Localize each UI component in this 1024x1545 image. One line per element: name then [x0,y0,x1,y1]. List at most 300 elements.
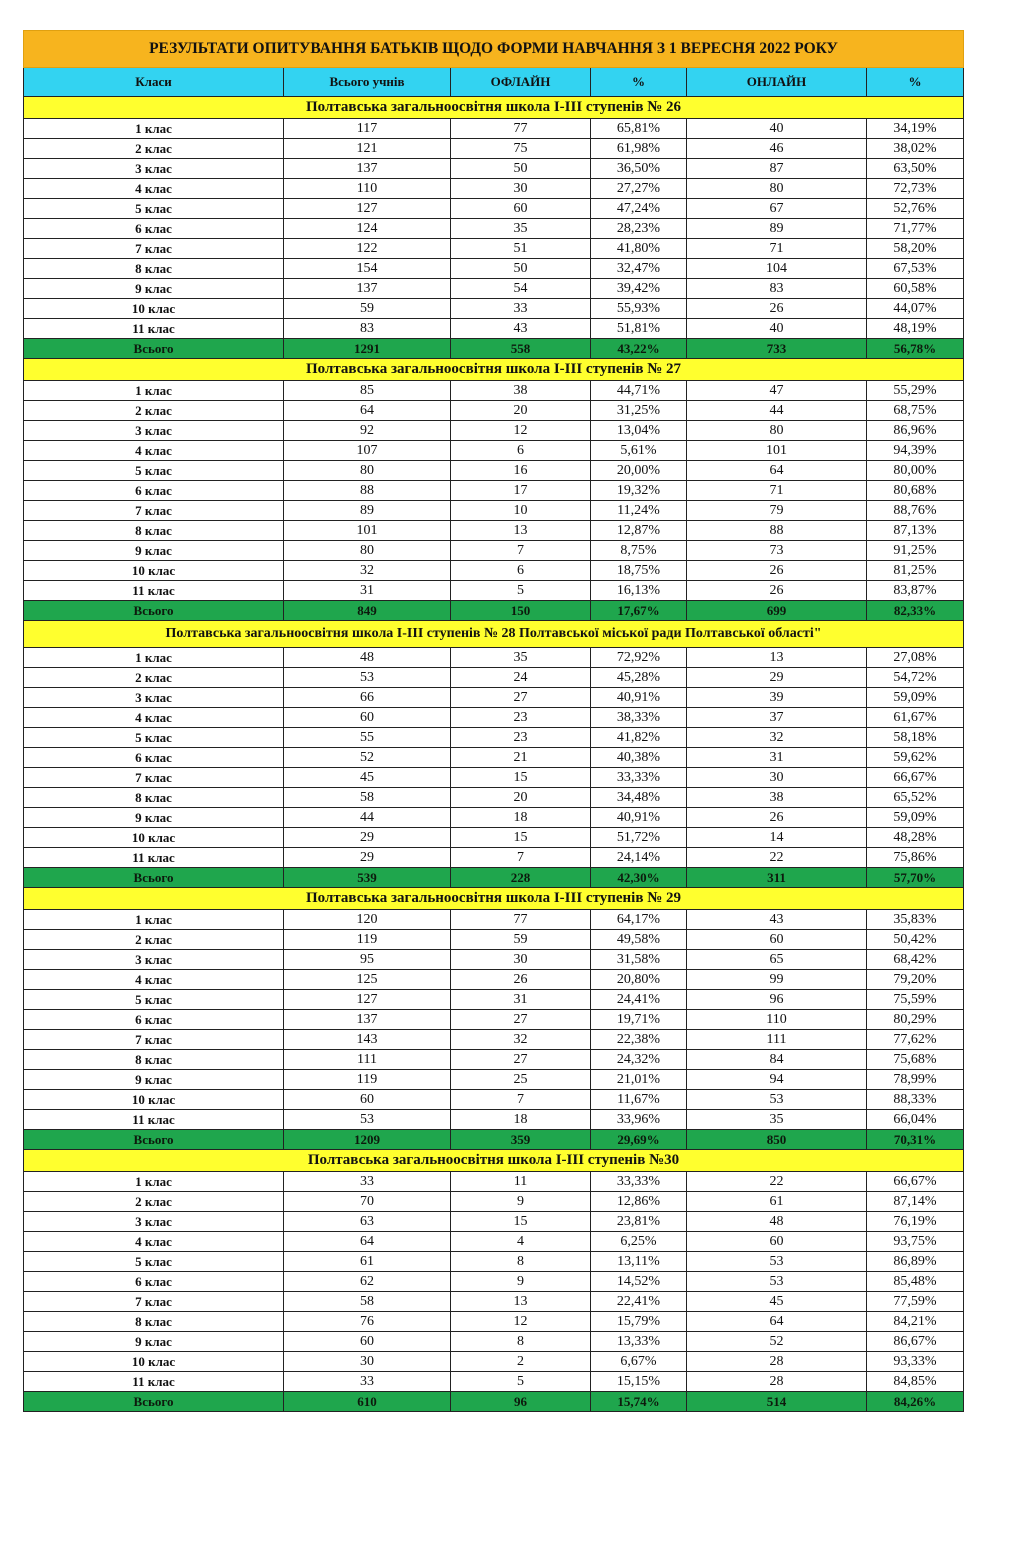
offline-percent-cell: 15,79% [591,1312,687,1332]
offline-percent-cell: 27,27% [591,179,687,199]
online-percent-cell: 71,77% [867,219,964,239]
offline-percent-cell: 33,33% [591,768,687,788]
online-cell: 47 [687,381,867,401]
offline-cell: 6 [451,561,591,581]
total-total-cell: 1209 [284,1130,451,1150]
class-cell: 10 клас [24,299,284,319]
table-row [24,1312,964,1332]
online-cell: 104 [687,259,867,279]
offline-percent-cell: 24,41% [591,990,687,1010]
online-percent-cell: 66,67% [867,768,964,788]
online-cell: 80 [687,421,867,441]
class-cell: 1 клас [24,119,284,139]
class-cell: 8 клас [24,259,284,279]
offline-percent-cell: 8,75% [591,541,687,561]
class-cell: 9 клас [24,541,284,561]
survey-results-table [23,30,964,1412]
total-online-percent-cell: 57,70% [867,868,964,888]
class-cell: 1 клас [24,381,284,401]
class-cell: 1 клас [24,1172,284,1192]
class-cell: 7 клас [24,239,284,259]
offline-percent-cell: 22,38% [591,1030,687,1050]
total-cell: 33 [284,1372,451,1392]
offline-percent-cell: 51,81% [591,319,687,339]
table-row [24,668,964,688]
offline-percent-cell: 24,14% [591,848,687,868]
online-cell: 45 [687,1292,867,1312]
online-cell: 26 [687,581,867,601]
offline-cell: 9 [451,1272,591,1292]
table-row [24,1252,964,1272]
offline-cell: 11 [451,1172,591,1192]
offline-cell: 4 [451,1232,591,1252]
offline-percent-cell: 31,25% [591,401,687,421]
class-cell: 4 клас [24,970,284,990]
offline-cell: 38 [451,381,591,401]
total-total-cell: 849 [284,601,451,621]
total-cell: 32 [284,561,451,581]
online-cell: 28 [687,1372,867,1392]
class-cell: 3 клас [24,1212,284,1232]
offline-percent-cell: 12,86% [591,1192,687,1212]
online-percent-cell: 75,68% [867,1050,964,1070]
online-cell: 38 [687,788,867,808]
total-cell: 53 [284,1110,451,1130]
total-cell: 63 [284,1212,451,1232]
offline-percent-cell: 18,75% [591,561,687,581]
offline-cell: 13 [451,1292,591,1312]
offline-percent-cell: 32,47% [591,259,687,279]
online-percent-cell: 94,39% [867,441,964,461]
online-percent-cell: 68,42% [867,950,964,970]
total-online-cell: 850 [687,1130,867,1150]
total-cell: 80 [284,461,451,481]
table-row [24,930,964,950]
online-percent-cell: 91,25% [867,541,964,561]
total-cell: 121 [284,139,451,159]
class-cell: 4 клас [24,179,284,199]
class-cell: 6 клас [24,481,284,501]
online-percent-cell: 83,87% [867,581,964,601]
total-total-cell: 610 [284,1392,451,1412]
total-class-cell: Всього [24,339,284,359]
table-row [24,279,964,299]
class-cell: 3 клас [24,421,284,441]
offline-cell: 16 [451,461,591,481]
online-percent-cell: 58,20% [867,239,964,259]
online-cell: 39 [687,688,867,708]
online-cell: 13 [687,648,867,668]
offline-cell: 7 [451,1090,591,1110]
total-online-percent-cell: 84,26% [867,1392,964,1412]
class-cell: 6 клас [24,748,284,768]
table-row [24,1192,964,1212]
header-total-students: Всього учнів [284,68,451,97]
online-cell: 44 [687,401,867,421]
online-percent-cell: 60,58% [867,279,964,299]
offline-percent-cell: 33,33% [591,1172,687,1192]
table-row [24,788,964,808]
table-row [24,159,964,179]
class-cell: 2 клас [24,668,284,688]
table-row [24,1352,964,1372]
total-offline-cell: 359 [451,1130,591,1150]
total-cell: 122 [284,239,451,259]
class-cell: 9 клас [24,1070,284,1090]
school-header-row [24,97,964,119]
offline-cell: 18 [451,808,591,828]
header-online-percent: % [867,68,964,97]
online-percent-cell: 65,52% [867,788,964,808]
total-offline-percent-cell: 42,30% [591,868,687,888]
online-percent-cell: 77,62% [867,1030,964,1050]
online-percent-cell: 66,04% [867,1110,964,1130]
offline-cell: 21 [451,748,591,768]
online-percent-cell: 48,28% [867,828,964,848]
class-cell: 5 клас [24,728,284,748]
online-cell: 101 [687,441,867,461]
online-cell: 80 [687,179,867,199]
offline-cell: 43 [451,319,591,339]
total-online-cell: 311 [687,868,867,888]
online-cell: 64 [687,461,867,481]
total-cell: 53 [284,668,451,688]
offline-cell: 59 [451,930,591,950]
total-online-cell: 699 [687,601,867,621]
online-cell: 29 [687,668,867,688]
offline-percent-cell: 20,80% [591,970,687,990]
table-row [24,1172,964,1192]
online-cell: 60 [687,930,867,950]
table-row [24,299,964,319]
offline-percent-cell: 34,48% [591,788,687,808]
offline-percent-cell: 22,41% [591,1292,687,1312]
offline-cell: 30 [451,179,591,199]
offline-cell: 6 [451,441,591,461]
table-row [24,1232,964,1252]
offline-percent-cell: 19,71% [591,1010,687,1030]
online-cell: 30 [687,768,867,788]
offline-percent-cell: 13,33% [591,1332,687,1352]
total-cell: 127 [284,199,451,219]
total-cell: 124 [284,219,451,239]
online-percent-cell: 85,48% [867,1272,964,1292]
class-cell: 9 клас [24,1332,284,1352]
table-row [24,199,964,219]
offline-percent-cell: 65,81% [591,119,687,139]
total-cell: 143 [284,1030,451,1050]
table-row [24,1212,964,1232]
total-cell: 120 [284,910,451,930]
total-class-cell: Всього [24,601,284,621]
online-cell: 71 [687,481,867,501]
total-row [24,1392,964,1412]
total-cell: 60 [284,708,451,728]
online-percent-cell: 54,72% [867,668,964,688]
offline-percent-cell: 40,38% [591,748,687,768]
header-row [24,68,964,97]
table-row [24,848,964,868]
total-cell: 88 [284,481,451,501]
table-row [24,481,964,501]
offline-percent-cell: 61,98% [591,139,687,159]
total-cell: 62 [284,1272,451,1292]
online-cell: 53 [687,1090,867,1110]
total-cell: 29 [284,848,451,868]
online-percent-cell: 84,85% [867,1372,964,1392]
table-row [24,1272,964,1292]
class-cell: 11 клас [24,848,284,868]
table-row [24,1110,964,1130]
offline-percent-cell: 31,58% [591,950,687,970]
total-class-cell: Всього [24,1392,284,1412]
online-cell: 26 [687,808,867,828]
total-offline-percent-cell: 15,74% [591,1392,687,1412]
online-cell: 52 [687,1332,867,1352]
class-cell: 4 клас [24,1232,284,1252]
online-percent-cell: 80,29% [867,1010,964,1030]
online-cell: 32 [687,728,867,748]
header-offline-percent: % [591,68,687,97]
online-percent-cell: 78,99% [867,1070,964,1090]
class-cell: 5 клас [24,1252,284,1272]
offline-cell: 17 [451,481,591,501]
total-online-percent-cell: 56,78% [867,339,964,359]
offline-cell: 35 [451,648,591,668]
table-row [24,1090,964,1110]
class-cell: 8 клас [24,1050,284,1070]
total-cell: 60 [284,1332,451,1352]
online-cell: 65 [687,950,867,970]
class-cell: 9 клас [24,279,284,299]
online-cell: 53 [687,1252,867,1272]
table-row [24,768,964,788]
table-row [24,1070,964,1090]
total-class-cell: Всього [24,1130,284,1150]
class-cell: 10 клас [24,828,284,848]
report-title: РЕЗУЛЬТАТИ ОПИТУВАННЯ БАТЬКІВ ЩОДО ФОРМИ НАВЧАННЯ З 1 ВЕРЕСНЯ 2022 РОКУ [24,31,964,68]
total-cell: 58 [284,788,451,808]
class-cell: 1 клас [24,910,284,930]
total-total-cell: 539 [284,868,451,888]
online-cell: 28 [687,1352,867,1372]
offline-percent-cell: 11,24% [591,501,687,521]
table-row [24,561,964,581]
class-cell: 2 клас [24,139,284,159]
offline-cell: 31 [451,990,591,1010]
total-offline-cell: 96 [451,1392,591,1412]
online-cell: 84 [687,1050,867,1070]
offline-percent-cell: 36,50% [591,159,687,179]
total-cell: 80 [284,541,451,561]
total-cell: 85 [284,381,451,401]
class-cell: 5 клас [24,461,284,481]
online-percent-cell: 72,73% [867,179,964,199]
table-row [24,401,964,421]
offline-cell: 30 [451,950,591,970]
offline-cell: 2 [451,1352,591,1372]
offline-cell: 20 [451,788,591,808]
online-percent-cell: 88,33% [867,1090,964,1110]
online-cell: 14 [687,828,867,848]
table-row [24,828,964,848]
total-cell: 83 [284,319,451,339]
class-cell: 10 клас [24,1090,284,1110]
class-cell: 8 клас [24,788,284,808]
offline-cell: 50 [451,259,591,279]
offline-cell: 77 [451,910,591,930]
total-cell: 101 [284,521,451,541]
table-row [24,1010,964,1030]
total-cell: 154 [284,259,451,279]
offline-cell: 27 [451,1010,591,1030]
total-cell: 45 [284,768,451,788]
online-percent-cell: 35,83% [867,910,964,930]
table-row [24,461,964,481]
online-percent-cell: 50,42% [867,930,964,950]
class-cell: 2 клас [24,930,284,950]
table-row [24,688,964,708]
online-cell: 22 [687,1172,867,1192]
offline-percent-cell: 44,71% [591,381,687,401]
offline-cell: 9 [451,1192,591,1212]
table-row [24,319,964,339]
total-cell: 95 [284,950,451,970]
offline-percent-cell: 13,04% [591,421,687,441]
header-classes: Класи [24,68,284,97]
table-row [24,808,964,828]
online-percent-cell: 55,29% [867,381,964,401]
class-cell: 7 клас [24,768,284,788]
class-cell: 11 клас [24,1110,284,1130]
online-cell: 73 [687,541,867,561]
total-cell: 59 [284,299,451,319]
total-online-cell: 733 [687,339,867,359]
offline-percent-cell: 12,87% [591,521,687,541]
offline-percent-cell: 41,82% [591,728,687,748]
online-cell: 26 [687,299,867,319]
offline-cell: 5 [451,1372,591,1392]
class-cell: 5 клас [24,199,284,219]
online-cell: 71 [687,239,867,259]
online-cell: 60 [687,1232,867,1252]
online-cell: 87 [687,159,867,179]
online-cell: 31 [687,748,867,768]
online-percent-cell: 63,50% [867,159,964,179]
total-cell: 119 [284,930,451,950]
table-row [24,139,964,159]
online-cell: 88 [687,521,867,541]
online-cell: 37 [687,708,867,728]
total-cell: 60 [284,1090,451,1110]
offline-cell: 33 [451,299,591,319]
offline-cell: 15 [451,768,591,788]
online-percent-cell: 87,14% [867,1192,964,1212]
table-row [24,421,964,441]
online-cell: 79 [687,501,867,521]
total-cell: 137 [284,279,451,299]
offline-cell: 32 [451,1030,591,1050]
offline-percent-cell: 38,33% [591,708,687,728]
offline-cell: 12 [451,421,591,441]
class-cell: 7 клас [24,501,284,521]
offline-cell: 23 [451,728,591,748]
online-cell: 43 [687,910,867,930]
total-cell: 44 [284,808,451,828]
school-name: Полтавська загальноосвітня школа І-ІІІ ступенів № 29 [24,888,964,910]
table-row [24,119,964,139]
total-cell: 70 [284,1192,451,1212]
total-cell: 125 [284,970,451,990]
online-percent-cell: 59,09% [867,688,964,708]
total-cell: 64 [284,1232,451,1252]
offline-percent-cell: 45,28% [591,668,687,688]
table-row [24,259,964,279]
table-row [24,1332,964,1352]
offline-percent-cell: 39,42% [591,279,687,299]
school-header-row [24,359,964,381]
online-percent-cell: 87,13% [867,521,964,541]
offline-percent-cell: 41,80% [591,239,687,259]
table-row [24,910,964,930]
total-cell: 117 [284,119,451,139]
online-percent-cell: 79,20% [867,970,964,990]
school-header-row [24,621,964,648]
offline-cell: 25 [451,1070,591,1090]
table-row [24,219,964,239]
class-cell: 11 клас [24,1372,284,1392]
total-row [24,1130,964,1150]
table-row [24,381,964,401]
offline-percent-cell: 13,11% [591,1252,687,1272]
table-row [24,179,964,199]
total-cell: 89 [284,501,451,521]
offline-cell: 20 [451,401,591,421]
offline-cell: 8 [451,1252,591,1272]
total-cell: 111 [284,1050,451,1070]
school-name: Полтавська загальноосвітня школа І-ІІІ ступенів № 27 [24,359,964,381]
total-cell: 64 [284,401,451,421]
school-name: Полтавська загальноосвітня школа І-ІІІ ступенів №30 [24,1150,964,1172]
online-cell: 40 [687,119,867,139]
online-percent-cell: 48,19% [867,319,964,339]
online-percent-cell: 86,67% [867,1332,964,1352]
offline-percent-cell: 55,93% [591,299,687,319]
offline-percent-cell: 21,01% [591,1070,687,1090]
total-cell: 137 [284,1010,451,1030]
online-cell: 40 [687,319,867,339]
class-cell: 4 клас [24,708,284,728]
online-percent-cell: 80,00% [867,461,964,481]
online-cell: 111 [687,1030,867,1050]
online-percent-cell: 93,33% [867,1352,964,1372]
total-offline-cell: 228 [451,868,591,888]
offline-percent-cell: 14,52% [591,1272,687,1292]
class-cell: 7 клас [24,1292,284,1312]
class-cell: 6 клас [24,219,284,239]
table-row [24,728,964,748]
offline-cell: 23 [451,708,591,728]
online-cell: 89 [687,219,867,239]
online-percent-cell: 68,75% [867,401,964,421]
offline-cell: 77 [451,119,591,139]
total-cell: 29 [284,828,451,848]
total-cell: 31 [284,581,451,601]
offline-percent-cell: 51,72% [591,828,687,848]
class-cell: 9 клас [24,808,284,828]
online-percent-cell: 44,07% [867,299,964,319]
online-percent-cell: 80,68% [867,481,964,501]
